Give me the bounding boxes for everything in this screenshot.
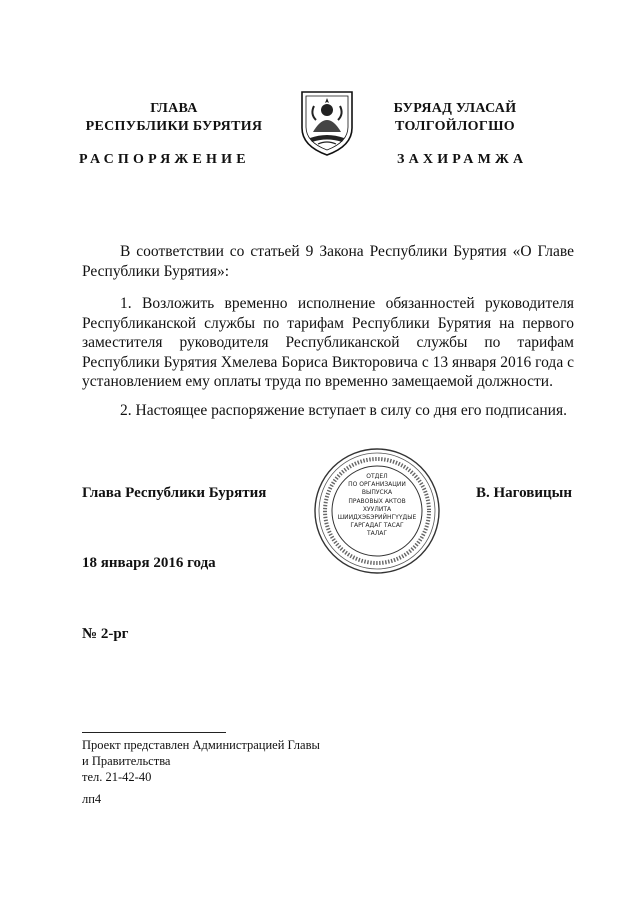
- signature-position: Глава Республики Бурятия: [82, 485, 267, 501]
- footer-line1: Проект представлен Администрацией Главы: [82, 738, 320, 752]
- footer-divider: [82, 732, 226, 733]
- doc-type-left: РАСПОРЯЖЕНИЕ: [79, 152, 250, 167]
- header-left-title: [76, 100, 272, 136]
- item-2-paragraph: 2. Настоящее распоряжение вступает в силу со дня его подписания.: [120, 402, 567, 419]
- signature-name: В. Наговицын: [476, 485, 572, 501]
- header-right-line1: БУРЯАД УЛАСАЙ: [393, 101, 517, 116]
- official-seal-icon: [312, 446, 442, 576]
- coat-of-arms-icon: [298, 88, 356, 158]
- header-right-line2: ТОЛГОЙЛОГШО: [395, 119, 515, 134]
- header-right-title: [370, 100, 540, 136]
- header-left-line1: ГЛАВА: [150, 101, 198, 116]
- document-number: № 2-рг: [82, 626, 129, 642]
- footer-code: лп4: [82, 792, 102, 806]
- footer-note: [82, 737, 320, 807]
- document-date: 18 января 2016 года: [82, 555, 216, 571]
- seal-text: ОТДЕЛ ПО ОРГАНИЗАЦИИ ВЫПУСКА ПРАВОВЫХ АКТОВ ХУУЛИТА ШИИДХЭБЭРИЙНГҮҮДЫЕ ГАРГАДАГ ТАСАГ ТАЛАГ: [337, 473, 417, 538]
- footer-phone: тел. 21-42-40: [82, 770, 152, 784]
- item-1-paragraph: 1. Возложить временно исполнение обязанностей руководителя Республиканской службы по тарифам Республики Бурятия на первого заместителя руководителя Республиканской службы по тарифам Республики Бурятия Хмелева Бориса Викторовича с 13 января 2016 года с установлением ему оплаты труда по временно замещаемой должности.: [82, 295, 574, 390]
- footer-line2: и Правительства: [82, 754, 171, 768]
- header-left-line2: РЕСПУБЛИКИ БУРЯТИЯ: [85, 119, 263, 134]
- intro-paragraph: В соответствии со статьей 9 Закона Республики Бурятия «О Главе Республики Бурятия»:: [82, 243, 574, 280]
- doc-type-right: ЗАХИРАМЖА: [397, 152, 528, 167]
